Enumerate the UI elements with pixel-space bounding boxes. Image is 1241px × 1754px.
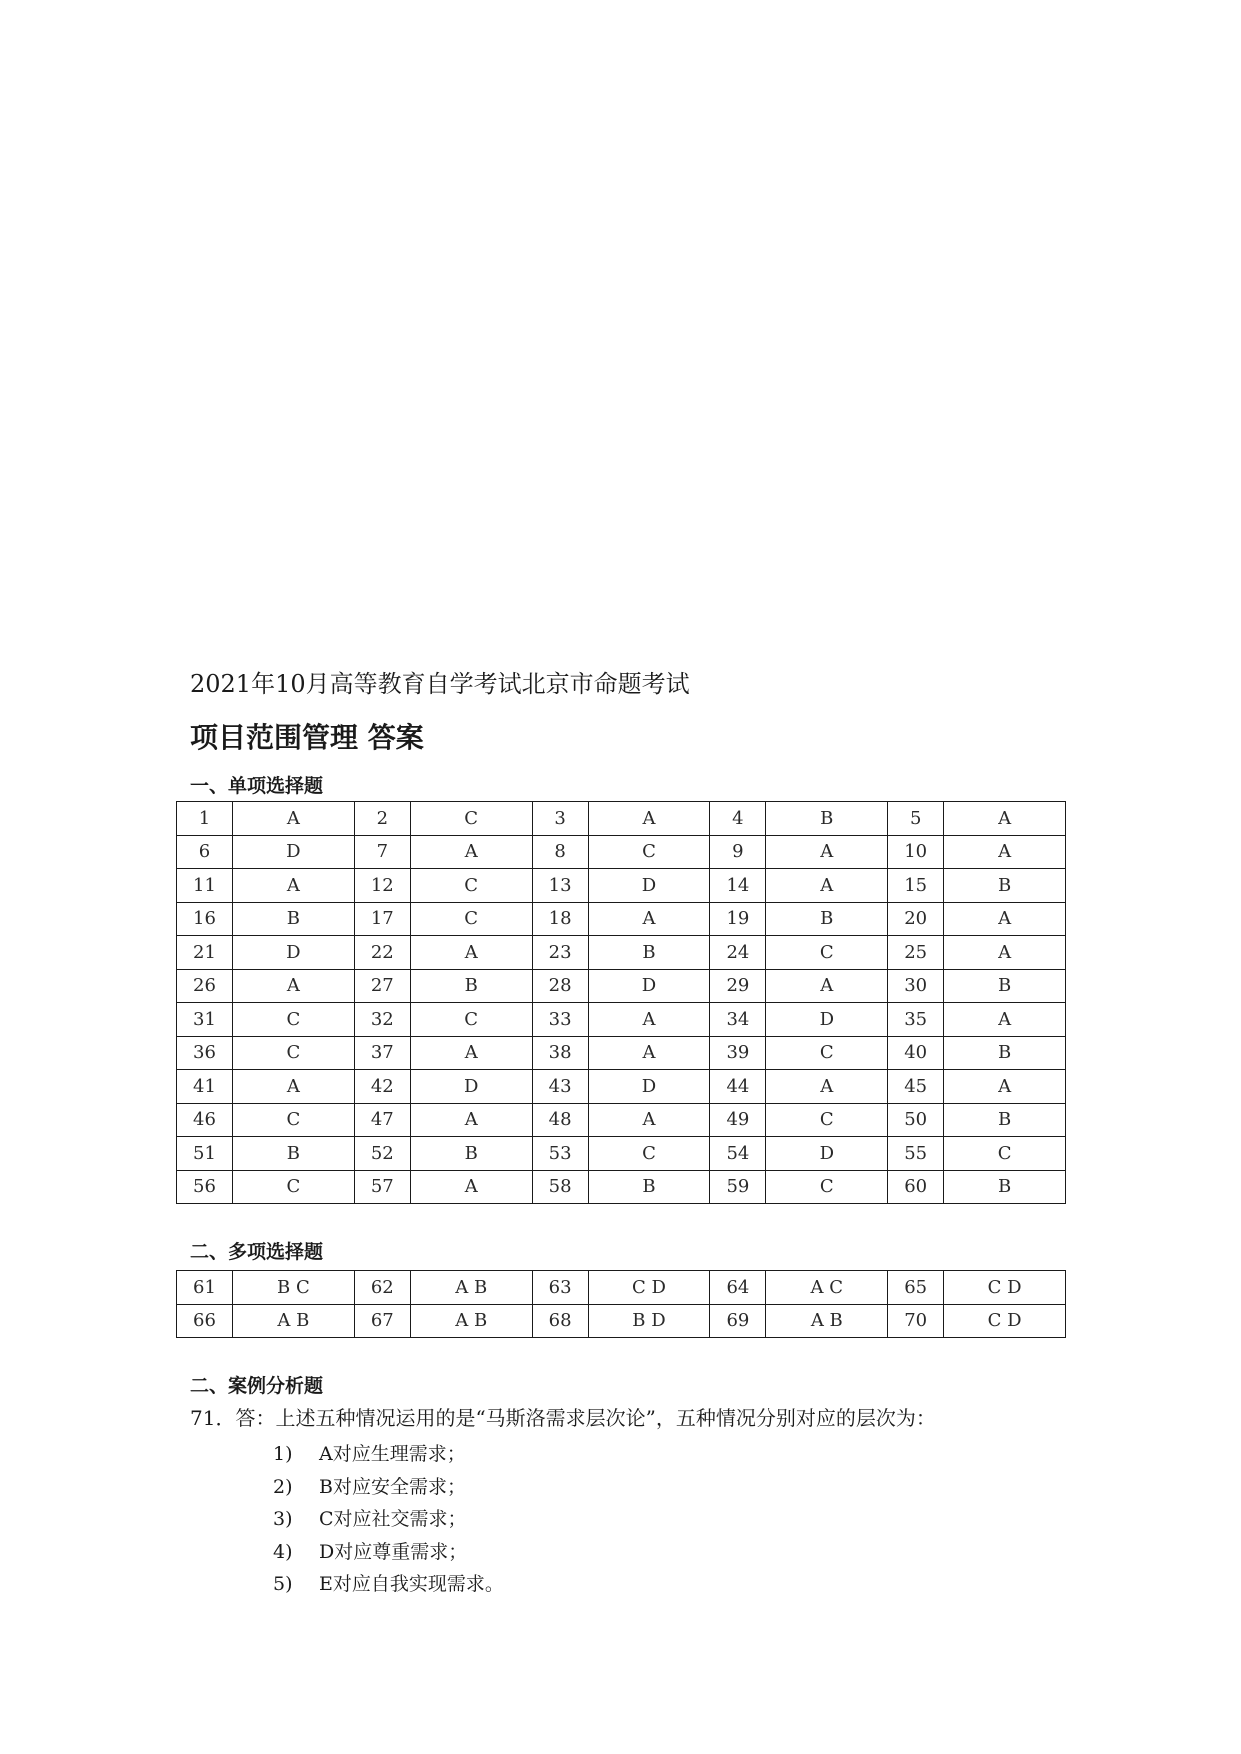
answer-choice: B bbox=[588, 1170, 710, 1204]
answer-choice: C bbox=[766, 1103, 888, 1137]
question-number: 43 bbox=[532, 1070, 588, 1104]
question-number: 13 bbox=[532, 869, 588, 903]
answer-choice: C D bbox=[588, 1271, 710, 1305]
table-row bbox=[177, 1304, 1066, 1338]
answer-choice: C bbox=[410, 902, 532, 936]
list-item-index: 5) bbox=[273, 1573, 293, 1595]
list-item bbox=[273, 1536, 504, 1569]
question-number: 9 bbox=[710, 835, 766, 869]
question-number: 24 bbox=[710, 936, 766, 970]
answer-choice: A bbox=[766, 1070, 888, 1104]
answer-choice: C bbox=[233, 1170, 355, 1204]
answer-choice: B bbox=[944, 969, 1066, 1003]
list-item-text: A对应生理需求； bbox=[319, 1443, 466, 1465]
answer-choice: A bbox=[410, 936, 532, 970]
answer-choice: A bbox=[766, 869, 888, 903]
question-number: 4 bbox=[710, 802, 766, 836]
question-number: 29 bbox=[710, 969, 766, 1003]
answer-choice: D bbox=[588, 869, 710, 903]
question-number: 70 bbox=[888, 1304, 944, 1338]
table-row bbox=[177, 1070, 1066, 1104]
answer-choice: A B bbox=[233, 1304, 355, 1338]
list-item bbox=[273, 1438, 504, 1471]
case-answer-intro: 71．答：上述五种情况运用的是“马斯洛需求层次论”，五种情况分别对应的层次为： bbox=[190, 1406, 936, 1430]
exam-title: 2021年10月高等教育自学考试北京市命题考试 bbox=[190, 670, 690, 698]
question-number: 41 bbox=[177, 1070, 233, 1104]
question-number: 36 bbox=[177, 1036, 233, 1070]
question-number: 46 bbox=[177, 1103, 233, 1137]
answer-choice: B C bbox=[233, 1271, 355, 1305]
answer-choice: C bbox=[233, 1003, 355, 1037]
question-number: 30 bbox=[888, 969, 944, 1003]
single-choice-heading: 一、单项选择题 bbox=[190, 775, 324, 797]
question-number: 1 bbox=[177, 802, 233, 836]
question-number: 21 bbox=[177, 936, 233, 970]
answer-choice: D bbox=[766, 1003, 888, 1037]
answer-choice: A bbox=[766, 835, 888, 869]
answer-choice: A bbox=[944, 1003, 1066, 1037]
answer-choice: B bbox=[410, 1137, 532, 1171]
answer-choice: A bbox=[588, 1103, 710, 1137]
answer-choice: B bbox=[944, 1103, 1066, 1137]
answer-choice: A bbox=[410, 1170, 532, 1204]
list-item-index: 3) bbox=[273, 1508, 293, 1530]
answer-choice: A B bbox=[410, 1271, 532, 1305]
question-number: 15 bbox=[888, 869, 944, 903]
case-answer-list bbox=[273, 1438, 504, 1601]
answer-choice: A bbox=[588, 1003, 710, 1037]
list-item-index: 4) bbox=[273, 1540, 293, 1563]
answer-choice: C bbox=[233, 1103, 355, 1137]
answer-choice: A bbox=[588, 1036, 710, 1070]
table-row bbox=[177, 1036, 1066, 1070]
table-row bbox=[177, 1137, 1066, 1171]
question-number: 62 bbox=[354, 1271, 410, 1305]
answer-choice: B D bbox=[588, 1304, 710, 1338]
question-number: 50 bbox=[888, 1103, 944, 1137]
list-item bbox=[273, 1471, 504, 1504]
question-number: 65 bbox=[888, 1271, 944, 1305]
answer-choice: B bbox=[944, 869, 1066, 903]
question-number: 56 bbox=[177, 1170, 233, 1204]
question-number: 18 bbox=[532, 902, 588, 936]
table-row bbox=[177, 1103, 1066, 1137]
question-number: 26 bbox=[177, 969, 233, 1003]
question-number: 3 bbox=[532, 802, 588, 836]
question-number: 39 bbox=[710, 1036, 766, 1070]
table-row bbox=[177, 869, 1066, 903]
question-number: 33 bbox=[532, 1003, 588, 1037]
question-number: 6 bbox=[177, 835, 233, 869]
answer-choice: A bbox=[944, 835, 1066, 869]
question-number: 52 bbox=[354, 1137, 410, 1171]
question-number: 16 bbox=[177, 902, 233, 936]
question-number: 10 bbox=[888, 835, 944, 869]
question-number: 58 bbox=[532, 1170, 588, 1204]
multiple-choice-table bbox=[176, 1270, 1066, 1338]
answer-choice: C bbox=[766, 1036, 888, 1070]
answer-choice: A bbox=[410, 1036, 532, 1070]
list-item-index: 2) bbox=[273, 1475, 293, 1498]
answer-choice: A bbox=[233, 1070, 355, 1104]
list-item bbox=[273, 1503, 504, 1536]
answer-choice: B bbox=[766, 802, 888, 836]
question-number: 17 bbox=[354, 902, 410, 936]
question-number: 49 bbox=[710, 1103, 766, 1137]
table-row bbox=[177, 835, 1066, 869]
answer-choice: C D bbox=[944, 1271, 1066, 1305]
answer-choice: A bbox=[588, 802, 710, 836]
question-number: 67 bbox=[354, 1304, 410, 1338]
answer-choice: B bbox=[944, 1170, 1066, 1204]
answer-choice: C bbox=[766, 1170, 888, 1204]
answer-choice: D bbox=[588, 969, 710, 1003]
table-row bbox=[177, 969, 1066, 1003]
question-number: 23 bbox=[532, 936, 588, 970]
table-row bbox=[177, 1003, 1066, 1037]
question-number: 38 bbox=[532, 1036, 588, 1070]
answer-choice: C bbox=[588, 1137, 710, 1171]
table-row bbox=[177, 936, 1066, 970]
question-number: 5 bbox=[888, 802, 944, 836]
question-number: 69 bbox=[710, 1304, 766, 1338]
question-number: 35 bbox=[888, 1003, 944, 1037]
answer-choice: A bbox=[410, 1103, 532, 1137]
answer-choice: A bbox=[233, 869, 355, 903]
answer-choice: A bbox=[233, 802, 355, 836]
question-number: 44 bbox=[710, 1070, 766, 1104]
list-item-index: 1) bbox=[273, 1443, 293, 1465]
question-number: 11 bbox=[177, 869, 233, 903]
answer-choice: C bbox=[588, 835, 710, 869]
multiple-choice-heading: 二、多项选择题 bbox=[190, 1241, 324, 1263]
question-number: 40 bbox=[888, 1036, 944, 1070]
answer-choice: D bbox=[766, 1137, 888, 1171]
single-choice-table bbox=[176, 801, 1066, 1204]
question-number: 28 bbox=[532, 969, 588, 1003]
answer-choice: D bbox=[233, 835, 355, 869]
list-item-text: D对应尊重需求； bbox=[319, 1540, 468, 1563]
list-item-text: B对应安全需求； bbox=[319, 1475, 466, 1498]
question-number: 37 bbox=[354, 1036, 410, 1070]
answer-choice: C bbox=[233, 1036, 355, 1070]
answer-choice: A B bbox=[766, 1304, 888, 1338]
question-number: 31 bbox=[177, 1003, 233, 1037]
table-row bbox=[177, 1170, 1066, 1204]
answer-choice: D bbox=[233, 936, 355, 970]
question-number: 32 bbox=[354, 1003, 410, 1037]
question-number: 45 bbox=[888, 1070, 944, 1104]
question-number: 47 bbox=[354, 1103, 410, 1137]
answer-choice: C bbox=[410, 869, 532, 903]
question-number: 48 bbox=[532, 1103, 588, 1137]
list-item bbox=[273, 1568, 504, 1601]
answer-choice: A bbox=[233, 969, 355, 1003]
answer-choice: C bbox=[410, 1003, 532, 1037]
table-row bbox=[177, 802, 1066, 836]
answer-choice: D bbox=[410, 1070, 532, 1104]
answer-choice: D bbox=[588, 1070, 710, 1104]
question-number: 42 bbox=[354, 1070, 410, 1104]
question-number: 19 bbox=[710, 902, 766, 936]
answer-choice: B bbox=[588, 936, 710, 970]
answer-choice: A bbox=[410, 835, 532, 869]
question-number: 20 bbox=[888, 902, 944, 936]
question-number: 57 bbox=[354, 1170, 410, 1204]
question-number: 64 bbox=[710, 1271, 766, 1305]
list-item-text: C对应社交需求； bbox=[319, 1508, 467, 1530]
table-row bbox=[177, 1271, 1066, 1305]
answer-choice: B bbox=[766, 902, 888, 936]
question-number: 55 bbox=[888, 1137, 944, 1171]
question-number: 68 bbox=[532, 1304, 588, 1338]
answer-choice: B bbox=[410, 969, 532, 1003]
question-number: 51 bbox=[177, 1137, 233, 1171]
answer-choice: A bbox=[766, 969, 888, 1003]
answer-choice: C bbox=[944, 1137, 1066, 1171]
answer-choice: C bbox=[410, 802, 532, 836]
question-number: 53 bbox=[532, 1137, 588, 1171]
question-number: 66 bbox=[177, 1304, 233, 1338]
question-number: 8 bbox=[532, 835, 588, 869]
answer-choice: B bbox=[233, 1137, 355, 1171]
answer-choice: A bbox=[944, 802, 1066, 836]
case-analysis-heading: 二、案例分析题 bbox=[190, 1375, 324, 1397]
answer-choice: A B bbox=[410, 1304, 532, 1338]
subject-title: 项目范围管理 答案 bbox=[190, 721, 424, 754]
question-number: 25 bbox=[888, 936, 944, 970]
question-number: 54 bbox=[710, 1137, 766, 1171]
question-number: 63 bbox=[532, 1271, 588, 1305]
answer-choice: A bbox=[944, 936, 1066, 970]
list-item-text: E对应自我实现需求。 bbox=[319, 1573, 504, 1595]
table-row bbox=[177, 902, 1066, 936]
answer-choice: C bbox=[766, 936, 888, 970]
answer-choice: B bbox=[944, 1036, 1066, 1070]
question-number: 12 bbox=[354, 869, 410, 903]
answer-choice: A bbox=[944, 1070, 1066, 1104]
answer-choice: A bbox=[944, 902, 1066, 936]
question-number: 22 bbox=[354, 936, 410, 970]
answer-choice: B bbox=[233, 902, 355, 936]
question-number: 7 bbox=[354, 835, 410, 869]
answer-choice: C D bbox=[944, 1304, 1066, 1338]
question-number: 61 bbox=[177, 1271, 233, 1305]
question-number: 60 bbox=[888, 1170, 944, 1204]
answer-choice: A bbox=[588, 902, 710, 936]
question-number: 34 bbox=[710, 1003, 766, 1037]
answer-choice: A C bbox=[766, 1271, 888, 1305]
question-number: 59 bbox=[710, 1170, 766, 1204]
question-number: 2 bbox=[354, 802, 410, 836]
question-number: 27 bbox=[354, 969, 410, 1003]
question-number: 14 bbox=[710, 869, 766, 903]
